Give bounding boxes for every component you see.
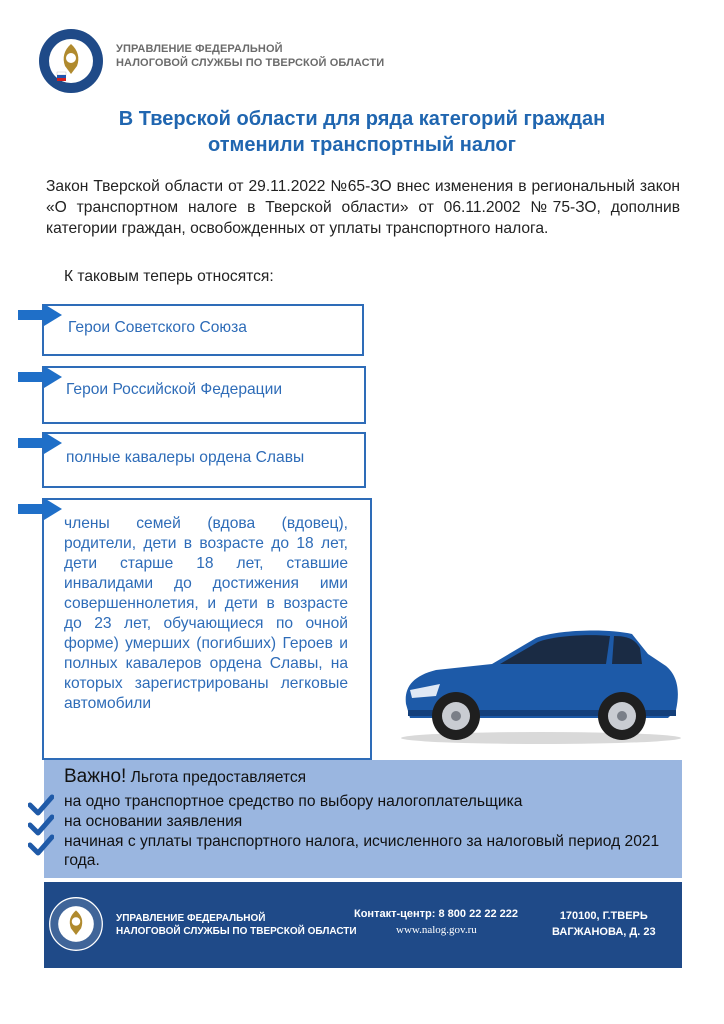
category-text: Герои Российской Федерации — [66, 381, 283, 398]
important-panel — [44, 760, 682, 878]
check-icon — [28, 794, 54, 816]
header — [38, 28, 438, 96]
category-box — [42, 498, 372, 760]
title-line2: отменили транспортный налог — [208, 134, 516, 156]
arrow-right-icon — [18, 304, 62, 326]
important-item: на одно транспортное средство по выбору налогоплательщика — [64, 793, 523, 810]
contact-center: Контакт-центр: 8 800 22 22 222 — [354, 908, 519, 920]
page-title — [40, 106, 684, 158]
org-name-line1: УПРАВЛЕНИЕ ФЕДЕРАЛЬНОЙ — [116, 43, 283, 55]
address — [552, 908, 656, 940]
address-line2: ВАГЖАНОВА, Д. 23 — [552, 926, 656, 938]
website-link[interactable]: www.nalog.gov.ru — [396, 924, 477, 936]
org-name — [116, 42, 384, 70]
lead-text: К таковым теперь относятся: — [64, 268, 274, 285]
category-text: полные кавалеры ордена Славы — [66, 449, 305, 466]
check-icon — [28, 834, 54, 856]
category-text: Герои Советского Союза — [68, 319, 247, 336]
category-box — [42, 304, 364, 356]
arrow-right-icon — [18, 498, 62, 520]
fns-emblem-icon — [38, 28, 104, 94]
category-box — [42, 432, 366, 488]
arrow-right-icon — [18, 366, 62, 388]
address-line1: 170100, Г.ТВЕРЬ — [559, 910, 648, 922]
fns-emblem-icon — [48, 896, 104, 952]
category-box — [42, 366, 366, 424]
footer — [44, 882, 682, 968]
arrow-right-icon — [18, 432, 62, 454]
title-line1: В Тверской области для ряда категорий граждан — [118, 108, 606, 130]
car-illustration — [396, 626, 686, 746]
important-word: Важно! — [64, 766, 127, 787]
important-item: на основании заявления — [64, 813, 243, 830]
footer-org-line2: НАЛОГОВОЙ СЛУЖБЫ ПО ТВЕРСКОЙ ОБЛАСТИ — [116, 926, 357, 937]
important-item: начиная с уплаты транспортного налога, исчисленного за налоговый период 2021 года. — [64, 833, 660, 869]
check-icon — [28, 814, 54, 836]
important-header — [64, 766, 306, 788]
intro-paragraph: Закон Тверской области от 29.11.2022 №65-ЗО внес изменения в региональный закон «О транспортном налоге в Тверской области» от 06.11.2002 №75-ЗО, дополнив категории граждан, освобожденных от уплаты транспортного налога. — [46, 178, 680, 237]
important-text: Льгота предоставляется — [126, 769, 307, 786]
footer-org-line1: УПРАВЛЕНИЕ ФЕДЕРАЛЬНОЙ — [116, 913, 266, 924]
footer-org-name — [116, 912, 357, 938]
org-name-line2: НАЛОГОВОЙ СЛУЖБЫ ПО ТВЕРСКОЙ ОБЛАСТИ — [116, 57, 385, 69]
category-text: члены семей (вдова (вдовец), родители, дети в возрасте до 18 лет, дети старше 18 лет, ставшие инвалидами до достижения ими совершеннолетия, и дети в возрасте до 23 лет, обучающиеся по очной форме) умерших (погибших) Героев и полных кавалеров ордена Славы, на которых зарегистрированы легковые автомобили — [64, 515, 348, 712]
